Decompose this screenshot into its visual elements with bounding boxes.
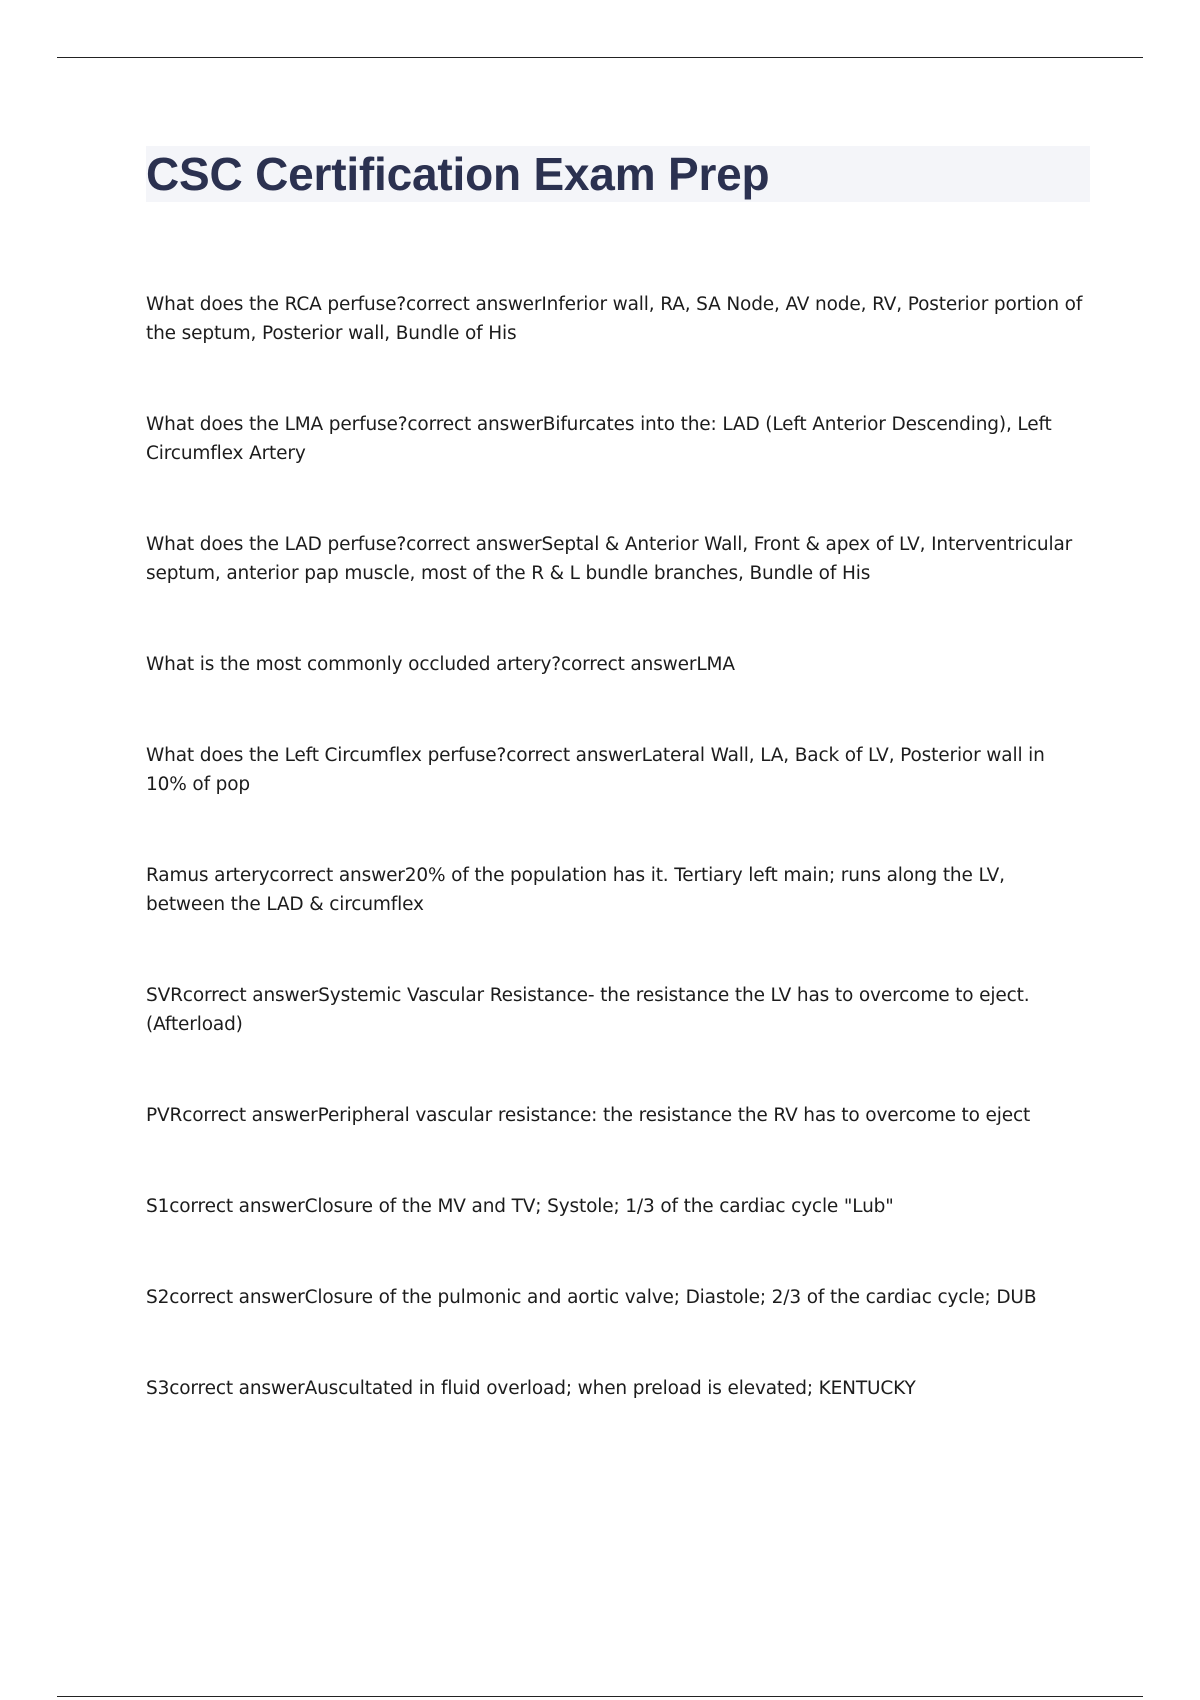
qa-item-s3: S3correct answerAuscultated in fluid overload; when preload is elevated; KENTUCKY	[146, 1378, 916, 1399]
qa-item-left-circumflex: What does the Left Circumflex perfuse?correct answerLateral Wall, LA, Back of LV, Posterior wall in 10% of pop	[146, 745, 1045, 795]
qa-item-occluded-artery: What is the most commonly occluded artery?correct answerLMA	[146, 654, 735, 675]
qa-item-lad: What does the LAD perfuse?correct answerSeptal & Anterior Wall, Front & apex of LV, Interventricular septum, anterior pap muscle, most of the R & L bundle branches, Bundle of His	[146, 534, 1073, 584]
qa-list	[146, 290, 1086, 1465]
qa-item-lma: What does the LMA perfuse?correct answerBifurcates into the: LAD (Left Anterior Descending), Left Circumflex Artery	[146, 414, 1052, 464]
qa-item-pvr: PVRcorrect answerPeripheral vascular resistance: the resistance the RV has to overcome to eject	[146, 1105, 1031, 1126]
qa-item-s2: S2correct answerClosure of the pulmonic and aortic valve; Diastole; 2/3 of the cardiac cycle; DUB	[146, 1287, 1037, 1308]
qa-item-ramus-artery: Ramus arterycorrect answer20% of the population has it. Tertiary left main; runs along the LV, between the LAD & circumflex	[146, 865, 1005, 915]
bottom-rule	[57, 1696, 1143, 1697]
page-title: CSC Certification Exam Prep	[146, 148, 770, 200]
qa-item-s1: S1correct answerClosure of the MV and TV; Systole; 1/3 of the cardiac cycle "Lub"	[146, 1196, 894, 1217]
top-rule	[57, 57, 1143, 58]
qa-item-rca: What does the RCA perfuse?correct answerInferior wall, RA, SA Node, AV node, RV, Posterior portion of the septum, Posterior wall, Bundle of His	[146, 294, 1083, 344]
qa-item-svr: SVRcorrect answerSystemic Vascular Resistance- the resistance the LV has to overcome to eject. (Afterload)	[146, 985, 1030, 1035]
